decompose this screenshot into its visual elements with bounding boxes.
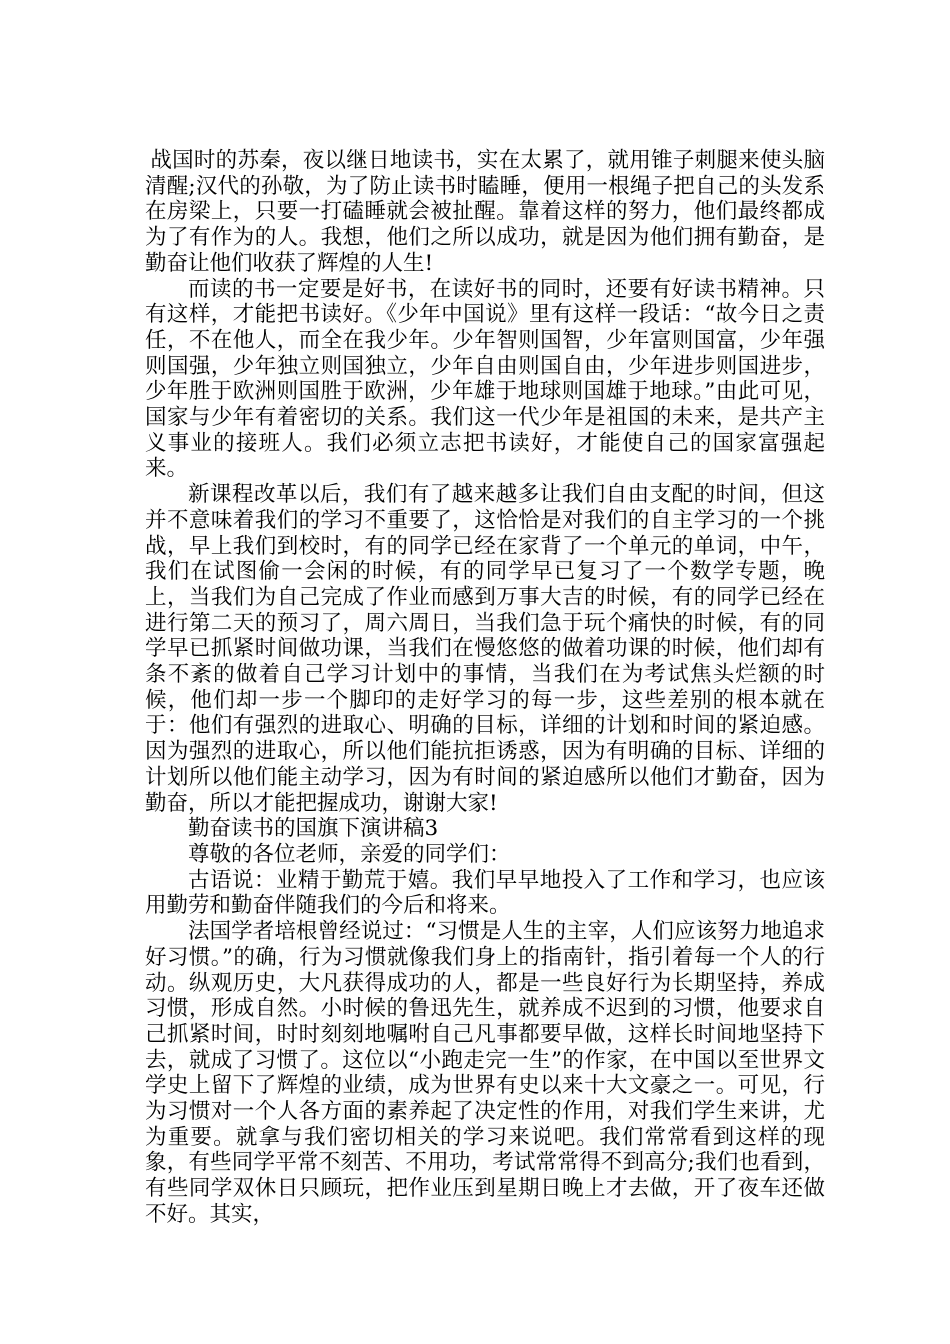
document-body <box>145 148 825 1228</box>
paragraph-2: 而读的书一定要是好书，在读好书的同时，还要有好读书精神。只有这样，才能把书读好。《少年中国说》里有这样一段话：“故今日之责任，不在他人，而全在我少年。少年智则国智，少年富则国富，少年强则国强，少年独立则国独立，少年自由则国自由，少年进步则国进步，少年胜于欧洲则国胜于欧洲，少年雄于地球则国雄于地球。”由此可见，国家与少年有着密切的关系。我们这一代少年是祖国的未来，是共产主义事业的接班人。我们必须立志把书读好，才能使自己的国家富强起来。 <box>145 276 825 482</box>
paragraph-3: 新课程改革以后，我们有了越来越多让我们自由支配的时间，但这并不意味着我们的学习不重要了，这恰恰是对我们的自主学习的一个挑战，早上我们到校时，有的同学已经在家背了一个单元的单词，中午，我们在试图偷一会闲的时候，有的同学早已复习了一个数学专题，晚上，当我们为自己完成了作业而感到万事大吉的时候，有的同学已经在进行第二天的预习了，周六周日，当我们急于玩个痛快的时候，有的同学早已抓紧时间做功课，当我们在慢悠悠的做着功课的时候，他们却有条不紊的做着自己学习计划中的事情，当我们在为考试焦头烂额的时候，他们却一步一个脚印的走好学习的每一步，这些差别的根本就在于：他们有强烈的进取心、明确的目标，详细的计划和时间的紧迫感。因为强烈的进取心，所以他们能抗拒诱惑，因为有明确的目标、详细的计划所以他们能主动学习，因为有时间的紧迫感所以他们才勤奋，因为勤奋，所以才能把握成功，谢谢大家! <box>145 482 825 816</box>
paragraph-1: 战国时的苏秦，夜以继日地读书，实在太累了，就用锥子刺腿来使头脑清醒;汉代的孙敬，为了防止读书时瞌睡，便用一根绳子把自己的头发系在房梁上，只要一打磕睡就会被扯醒。靠着这样的努力，他们最终都成为了有作为的人。我想，他们之所以成功，就是因为他们拥有勤奋，是勤奋让他们收获了辉煌的人生! <box>145 148 825 276</box>
section-title: 勤奋读书的国旗下演讲稿3 <box>188 816 439 842</box>
paragraph-5: 法国学者培根曾经说过：“习惯是人生的主宰，人们应该努力地追求好习惯。”的确，行为习惯就像我们身上的指南针，指引着每一个人的行动。纵观历史，大凡获得成功的人，都是一些良好行为长期坚持，养成习惯，形成自然。小时候的鲁迅先生，就养成不迟到的习惯，他要求自己抓紧时间，时时刻刻地嘱咐自己凡事都要早做，这样长时间地坚持下去，就成了习惯了。这位以“小跑走完一生”的作家，在中国以至世界文学史上留下了辉煌的业绩，成为世界有史以来十大文豪之一。可见，行为习惯对一个人各方面的素养起了决定性的作用，对我们学生来讲，尤为重要。就拿与我们密切相关的学习来说吧。我们常常看到这样的现象，有些同学平常不刻苦、不用功，考试常常得不到高分;我们也看到，有些同学双休日只顾玩，把作业压到星期日晚上才去做，开了夜车还做不好。其实， <box>145 919 825 1227</box>
salutation: 尊敬的各位老师，亲爱的同学们： <box>188 841 511 867</box>
paragraph-4: 古语说：业精于勤荒于嬉。我们早早地投入了工作和学习，也应该用勤劳和勤奋伴随我们的今后和将来。 <box>145 867 825 919</box>
